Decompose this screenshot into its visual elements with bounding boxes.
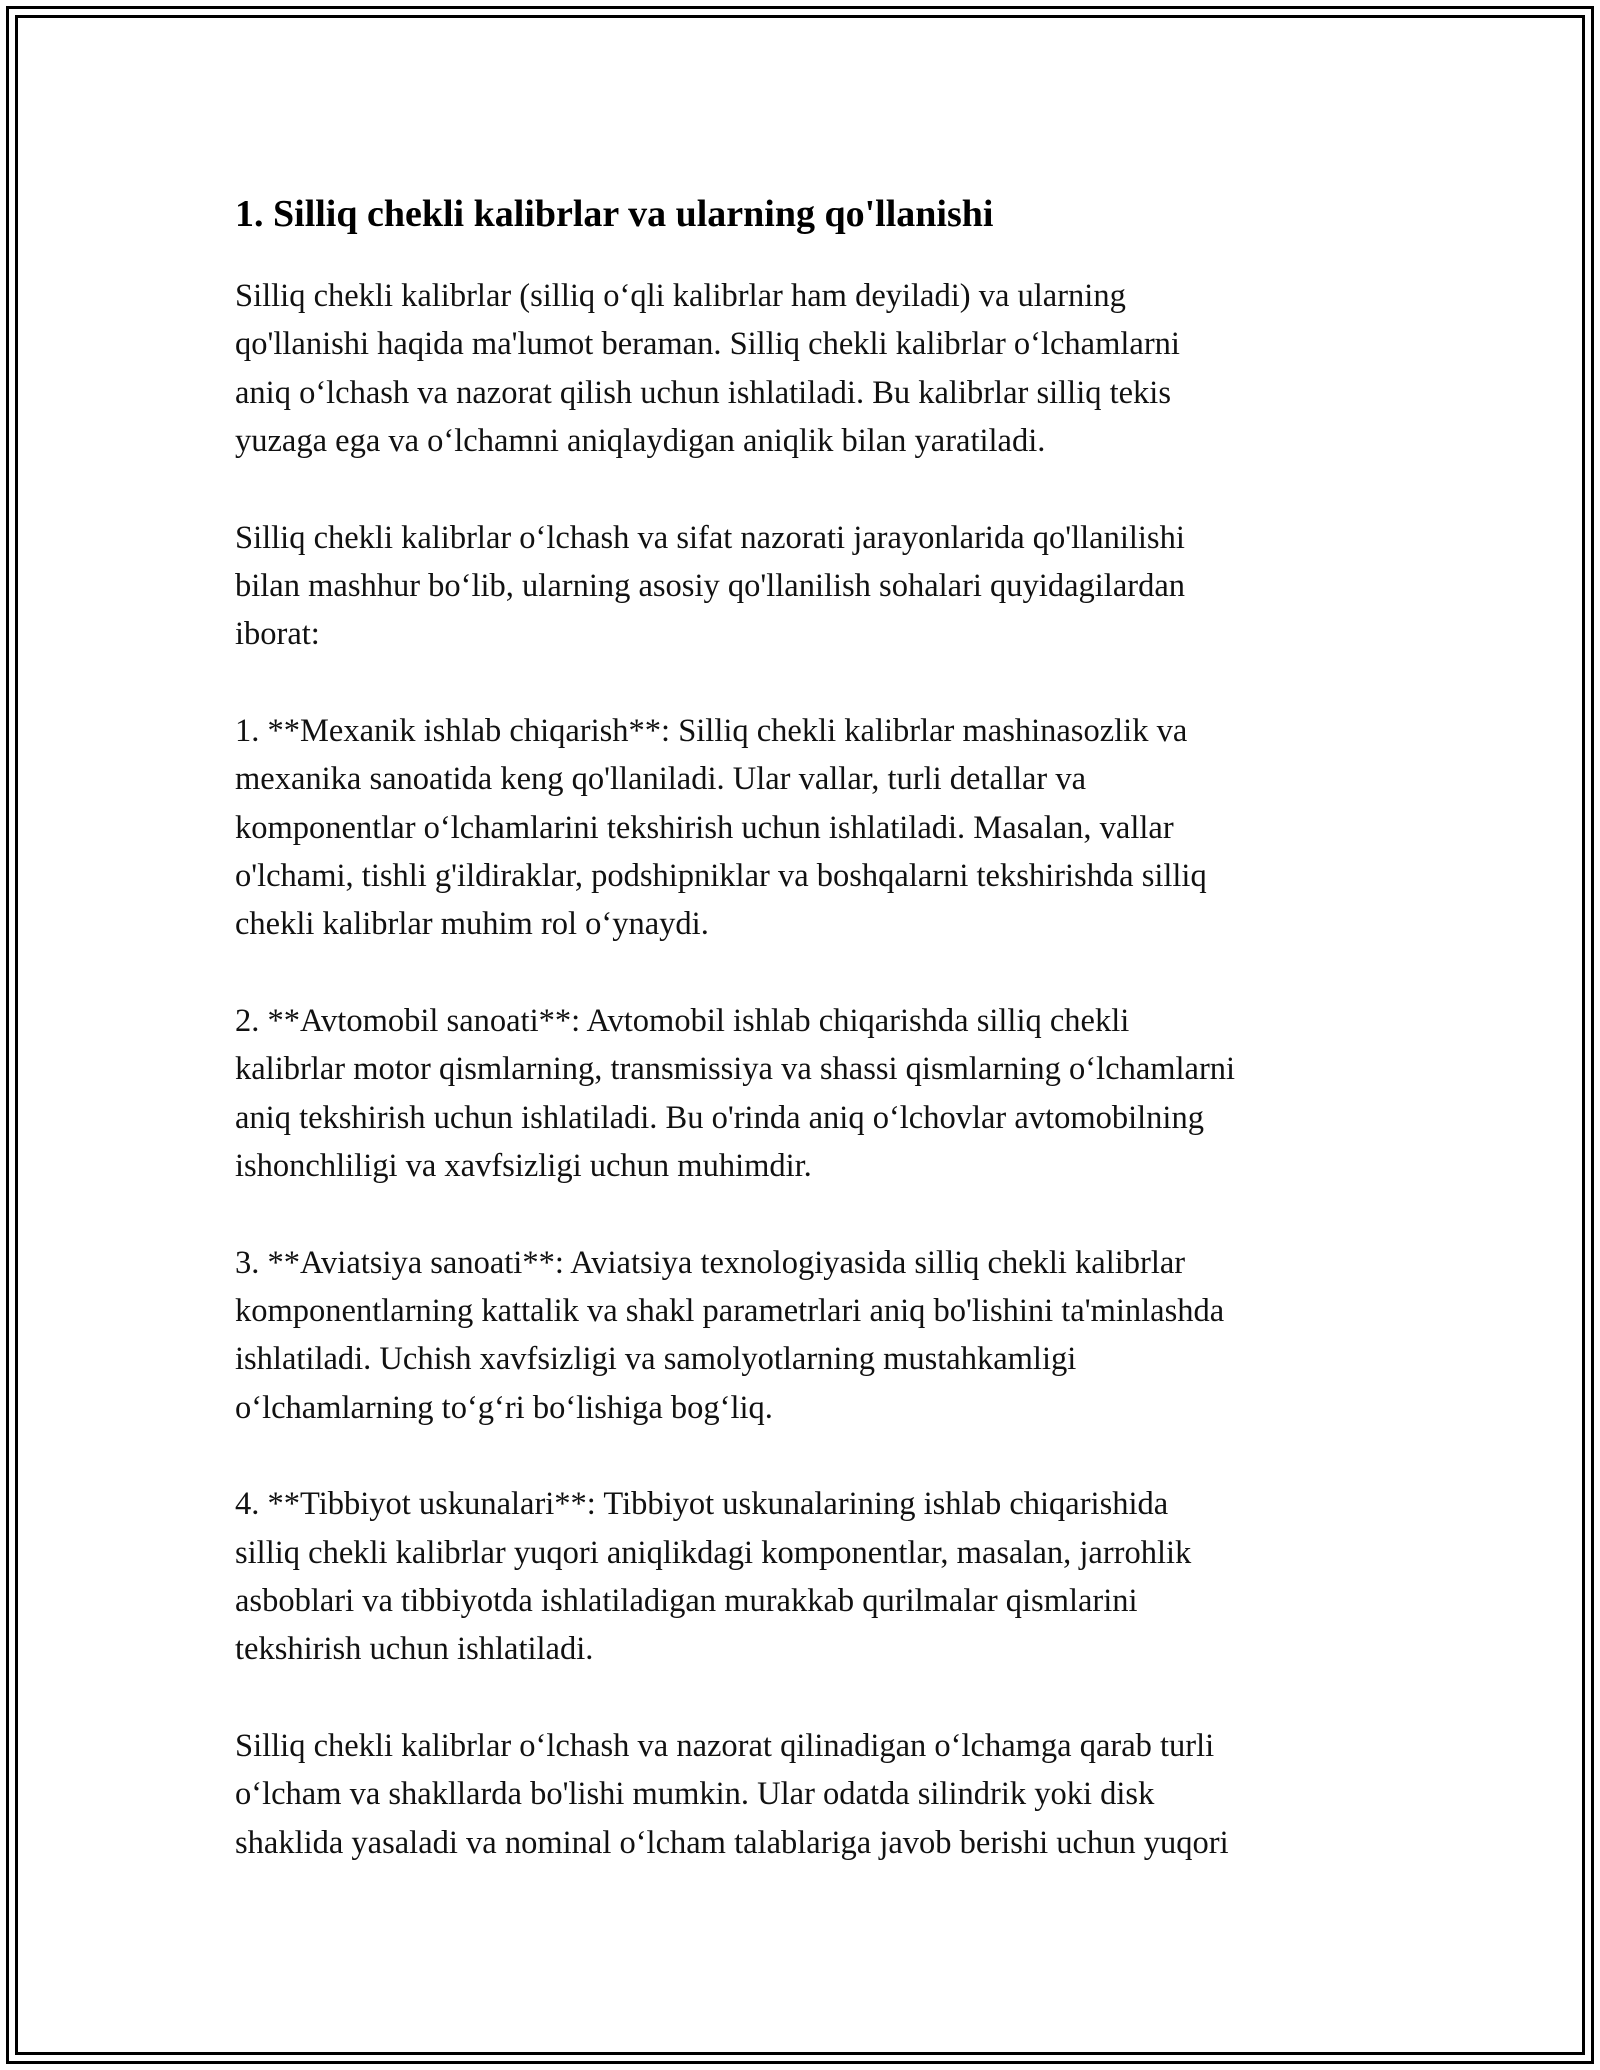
text-line: 4. **Tibbiyot uskunalari**: Tibbiyot uskunalarining ishlab chiqarishida <box>235 1486 1169 1523</box>
paragraph-item-mechanical <box>235 707 1385 949</box>
text-line: asboblari va tibbiyotda ishlatiladigan murakkab qurilmalar qismlarini <box>235 1582 1138 1619</box>
paragraph-item-medical <box>235 1480 1385 1674</box>
text-line: o‘lcham va shakllarda bo'lishi mumkin. Ular odatda silindrik yoki disk <box>235 1776 1155 1813</box>
text-line: iborat: <box>235 616 320 653</box>
text-line: mexanika sanoatida keng qo'llaniladi. Ular vallar, turli detallar va <box>235 761 1087 798</box>
paragraph-usage-areas <box>235 514 1385 659</box>
text-line: bilan mashhur bo‘lib, ularning asosiy qo'llanilish sohalari quyidagilardan <box>235 568 1185 605</box>
text-line: aniq tekshirish uchun ishlatiladi. Bu o'rinda aniq o‘lchovlar avtomobilning <box>235 1099 1204 1136</box>
text-line: yuzaga ega va o‘lchamni aniqlaydigan aniqlik bilan yaratiladi. <box>235 423 1046 460</box>
paragraph-item-aviation <box>235 1239 1385 1433</box>
text-line: ishonchliligi va xavfsizligi uchun muhimdir. <box>235 1148 812 1185</box>
document-title: 1. Silliq chekli kalibrlar va ularning qo'llanishi <box>235 193 994 235</box>
text-line: qo'llanishi haqida ma'lumot beraman. Silliq chekli kalibrlar o‘lchamlarni <box>235 326 1180 363</box>
text-line: aniq o‘lchash va nazorat qilish uchun ishlatiladi. Bu kalibrlar silliq tekis <box>235 374 1171 411</box>
paragraph-intro <box>235 272 1385 466</box>
text-line: komponentlar o‘lchamlarini tekshirish uchun ishlatiladi. Masalan, vallar <box>235 809 1174 846</box>
text-line: komponentlarning kattalik va shakl parametrlari aniq bo'lishini ta'minlashda <box>235 1292 1225 1329</box>
text-line: 2. **Avtomobil sanoati**: Avtomobil ishlab chiqarishda silliq chekli <box>235 1002 1130 1039</box>
text-line: silliq chekli kalibrlar yuqori aniqlikdagi komponentlar, masalan, jarrohlik <box>235 1534 1192 1571</box>
text-line: o'lchami, tishli g'ildiraklar, podshipniklar va boshqalarni tekshirishda silliq <box>235 858 1207 895</box>
text-line: 3. **Aviatsiya sanoati**: Aviatsiya texnologiyasida silliq chekli kalibrlar <box>235 1244 1186 1281</box>
paragraph-shapes-sizes <box>235 1722 1385 1867</box>
paragraph-item-automotive <box>235 997 1385 1191</box>
text-line: tekshirish uchun ishlatiladi. <box>235 1631 594 1668</box>
text-line: Silliq chekli kalibrlar (silliq o‘qli kalibrlar ham deyiladi) va ularning <box>235 278 1126 314</box>
text-line: o‘lchamlarning to‘g‘ri bo‘lishiga bog‘liq. <box>235 1389 773 1426</box>
text-line: chekli kalibrlar muhim rol o‘ynaydi. <box>235 906 709 943</box>
text-line: 1. **Mexanik ishlab chiqarish**: Silliq chekli kalibrlar mashinasozlik va <box>235 712 1188 749</box>
text-line: kalibrlar motor qismlarning, transmissiya va shassi qismlarning o‘lchamlarni <box>235 1051 1236 1088</box>
text-line: ishlatiladi. Uchish xavfsizligi va samolyotlarning mustahkamligi <box>235 1341 1077 1378</box>
document-body <box>235 190 1385 1915</box>
text-line: shaklida yasaladi va nominal o‘lcham talablariga javob berishi uchun yuqori <box>235 1824 1229 1861</box>
text-line: Silliq chekli kalibrlar o‘lchash va nazorat qilinadigan o‘lchamga qarab turli <box>235 1727 1215 1764</box>
text-line: Silliq chekli kalibrlar o‘lchash va sifat nazorati jarayonlarida qo'llanilishi <box>235 519 1185 556</box>
